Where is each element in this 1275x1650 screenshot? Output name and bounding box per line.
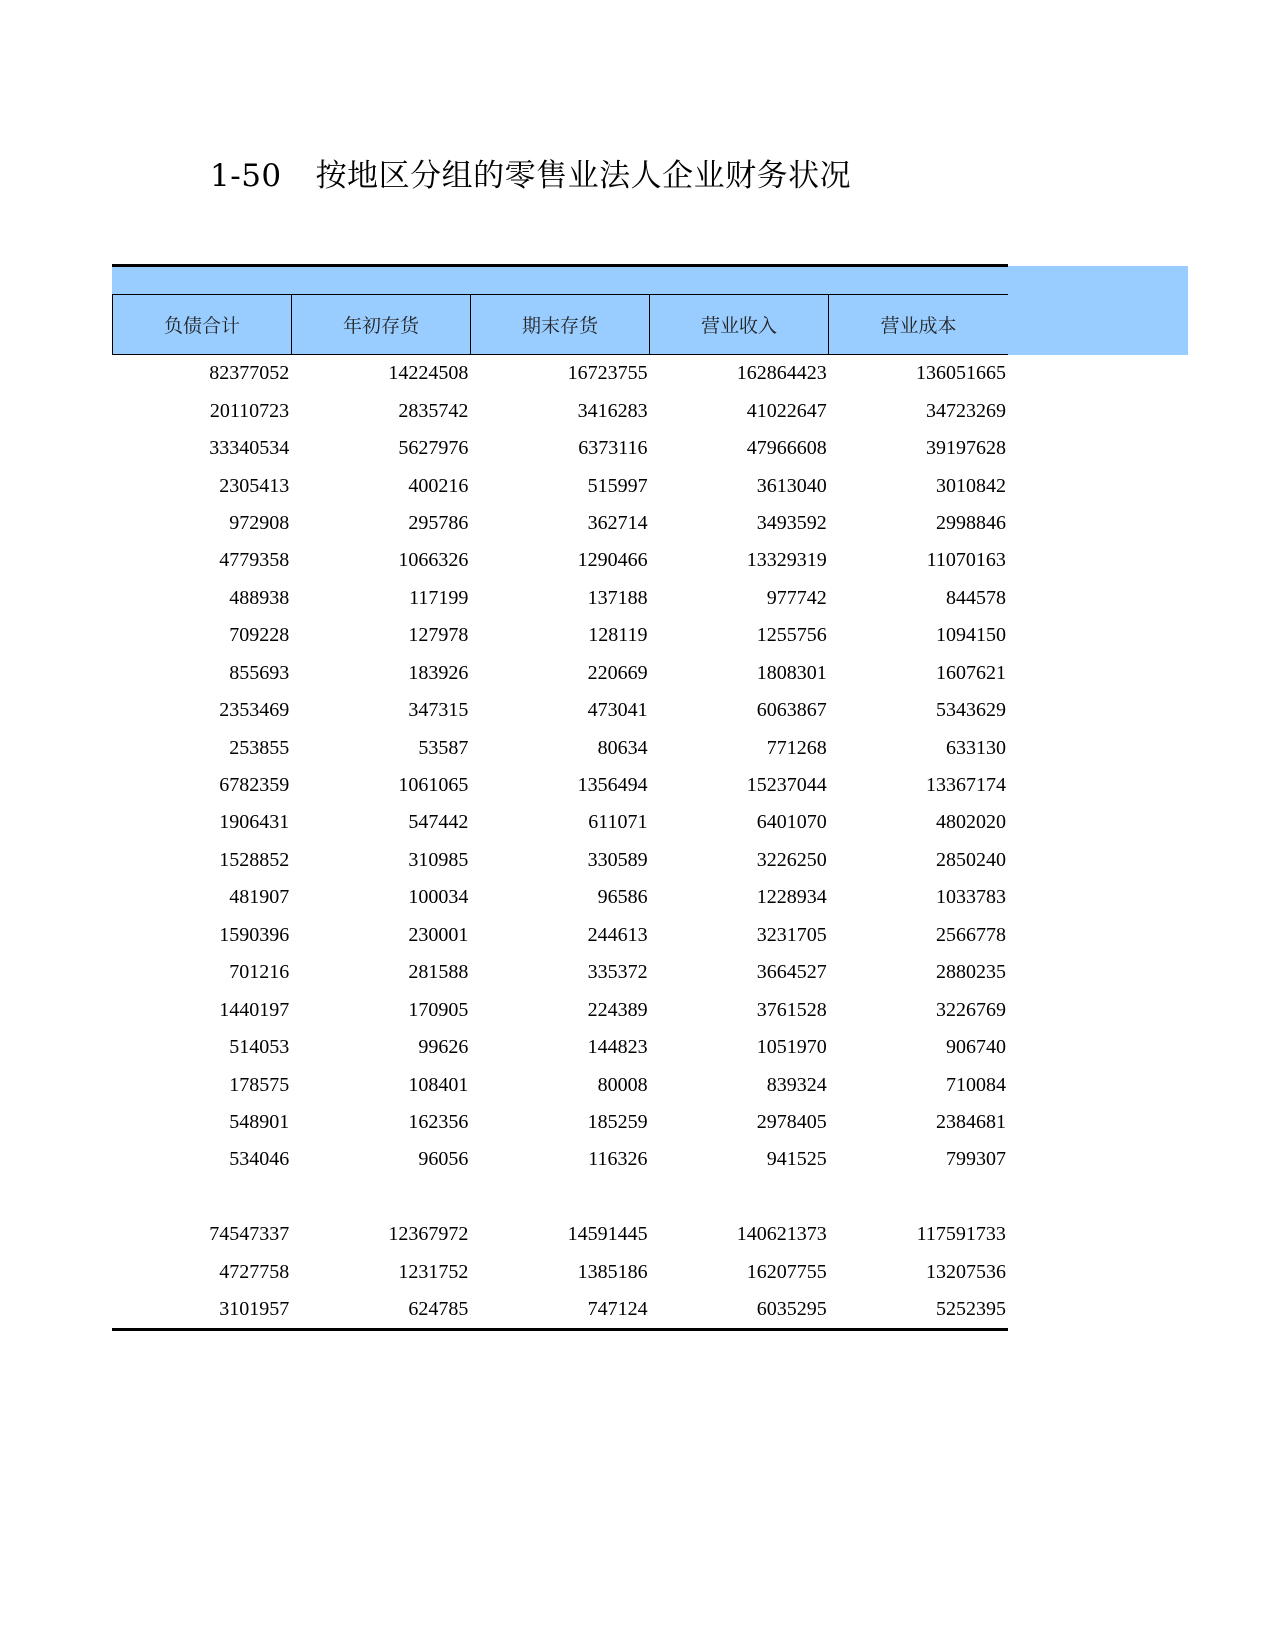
table-row (112, 467, 1008, 504)
table-cell: 3010842 (935, 474, 1006, 497)
table-row (112, 767, 1008, 804)
table-row (112, 917, 1008, 954)
table-cell: 1607621 (935, 661, 1006, 684)
table-cell: 514053 (229, 1036, 290, 1059)
table-cell: 1440197 (219, 998, 290, 1021)
table-cell: 96056 (418, 1148, 469, 1171)
table-row (112, 842, 1008, 879)
table-cell: 515997 (587, 474, 648, 497)
table-row (112, 655, 1008, 692)
table-cell: 2978405 (756, 1110, 827, 1133)
table-cell: 3761528 (756, 998, 827, 1021)
table-cell: 140621373 (736, 1223, 827, 1246)
table-cell: 481907 (229, 886, 290, 909)
table-cell: 534046 (229, 1148, 290, 1171)
table-cell: 137188 (587, 586, 648, 609)
table-cell: 3613040 (756, 474, 827, 497)
table-row (112, 804, 1008, 841)
table-cell: 1061065 (398, 774, 469, 797)
header-total-liabilities: 负债合计 (113, 295, 292, 354)
table-cell: 6401070 (756, 811, 827, 834)
table-cell: 100034 (408, 886, 469, 909)
table-row (112, 1216, 1008, 1253)
table-cell: 611071 (588, 811, 648, 834)
table-cell: 12367972 (388, 1223, 469, 1246)
header-operating-revenue: 营业收入 (650, 295, 829, 354)
table-cell: 400216 (408, 474, 469, 497)
table-cell: 2835742 (398, 399, 469, 422)
table-cell: 855693 (229, 661, 290, 684)
table-cell: 710084 (945, 1073, 1006, 1096)
table-cell: 4727758 (219, 1260, 290, 1283)
table-cell: 2353469 (219, 699, 290, 722)
table-cell: 53587 (418, 736, 469, 759)
table-row (112, 879, 1008, 916)
table-cell: 1033783 (935, 886, 1006, 909)
table-cell: 108401 (408, 1073, 469, 1096)
table-header-row (112, 294, 1008, 355)
table-cell: 144823 (587, 1036, 648, 1059)
table-row (112, 1254, 1008, 1291)
table-row (112, 954, 1008, 991)
table-cell: 3416283 (577, 399, 648, 422)
table-row (112, 1066, 1008, 1103)
table-cell: 14591445 (567, 1223, 648, 1246)
header-closing-inventory: 期末存货 (471, 295, 650, 354)
table-cell: 1590396 (219, 923, 290, 946)
table-cell: 6035295 (756, 1298, 827, 1321)
table-cell: 4802020 (935, 811, 1006, 834)
table-cell: 11070163 (926, 549, 1006, 572)
table-cell: 2850240 (935, 848, 1006, 871)
table-cell: 80634 (597, 736, 648, 759)
table-cell: 3664527 (756, 961, 827, 984)
table-cell: 162864423 (736, 362, 827, 385)
table-cell: 13367174 (925, 774, 1006, 797)
table-cell: 1255756 (756, 624, 827, 647)
table-cell: 1356494 (577, 774, 648, 797)
table-cell: 39197628 (925, 437, 1006, 460)
table-cell: 362714 (587, 511, 648, 534)
table-cell: 3231705 (756, 923, 827, 946)
table-cell: 253855 (229, 736, 290, 759)
table-cell: 224389 (587, 998, 648, 1021)
header-operating-cost: 营业成本 (880, 315, 957, 337)
table-cell: 1385186 (577, 1260, 648, 1283)
table-cell: 16207755 (746, 1260, 827, 1283)
table-row (112, 617, 1008, 654)
table-cell: 295786 (408, 511, 469, 534)
table-cell: 1290466 (577, 549, 648, 572)
table-row (112, 392, 1008, 429)
table-cell: 80008 (597, 1073, 648, 1096)
table-cell: 330589 (587, 848, 648, 871)
table-cell: 82377052 (209, 362, 290, 385)
page-title (210, 150, 851, 195)
bottom-rule (112, 1328, 1008, 1331)
table-cell: 972908 (229, 511, 290, 534)
table-cell: 844578 (945, 586, 1006, 609)
table-cell: 117199 (409, 586, 469, 609)
table-cell: 5343629 (935, 699, 1006, 722)
table-cell: 230001 (408, 923, 469, 946)
table-cell: 170905 (408, 998, 469, 1021)
table-cell: 335372 (587, 961, 648, 984)
table-row (112, 542, 1008, 579)
table-cell: 701216 (229, 961, 290, 984)
table-row (112, 505, 1008, 542)
table-row (112, 729, 1008, 766)
table-row (112, 430, 1008, 467)
table-cell: 16723755 (567, 362, 648, 385)
table-cell: 5627976 (398, 437, 469, 460)
table-cell: 6373116 (578, 437, 648, 460)
table-row (112, 580, 1008, 617)
table-cell: 977742 (766, 586, 827, 609)
table-cell: 1528852 (219, 848, 290, 871)
table-cell: 1094150 (935, 624, 1006, 647)
table-cell: 709228 (229, 624, 290, 647)
table-cell: 99626 (418, 1036, 469, 1059)
table-cell: 281588 (408, 961, 469, 984)
table-cell: 4779358 (219, 549, 290, 572)
table-cell: 3101957 (219, 1298, 290, 1321)
table-cell: 633130 (945, 736, 1006, 759)
header-opening-inventory: 年初存货 (292, 295, 471, 354)
table-cell: 2998846 (935, 511, 1006, 534)
table-row (112, 1141, 1008, 1178)
table-cell: 6782359 (219, 774, 290, 797)
table-cell: 34723269 (925, 399, 1006, 422)
table-cell: 127978 (408, 624, 469, 647)
table-cell: 5252395 (935, 1298, 1006, 1321)
table-cell: 33340534 (209, 437, 290, 460)
table-cell: 547442 (408, 811, 469, 834)
table-title-text: 按地区分组的零售业法人企业财务状况 (315, 158, 852, 194)
table-cell: 41022647 (746, 399, 827, 422)
table-row (112, 1179, 1008, 1216)
table-cell: 941525 (766, 1148, 827, 1171)
table-cell: 2566778 (935, 923, 1006, 946)
table-cell: 183926 (408, 661, 469, 684)
top-rule (112, 264, 1008, 267)
table-cell: 473041 (587, 699, 648, 722)
table-cell: 20110723 (209, 399, 290, 422)
table-cell: 96586 (597, 886, 648, 909)
table-cell: 1231752 (398, 1260, 469, 1283)
table-cell: 2384681 (935, 1110, 1006, 1133)
table-cell: 310985 (408, 848, 469, 871)
table-number: 1-50 (210, 158, 282, 194)
table-cell: 128119 (588, 624, 648, 647)
table-cell: 1066326 (398, 549, 469, 572)
table-cell: 117591733 (916, 1223, 1006, 1246)
table-cell: 624785 (408, 1298, 469, 1321)
table-cell: 906740 (945, 1036, 1006, 1059)
table-cell: 1228934 (756, 886, 827, 909)
table-cell: 1906431 (219, 811, 290, 834)
table-row (112, 355, 1008, 392)
table-cell: 178575 (229, 1073, 290, 1096)
table-cell: 488938 (229, 586, 290, 609)
table-cell: 13329319 (746, 549, 827, 572)
table-cell: 839324 (766, 1073, 827, 1096)
table-cell: 3493592 (756, 511, 827, 534)
table-row (112, 1029, 1008, 1066)
table-cell: 771268 (766, 736, 827, 759)
table-cell: 136051665 (915, 362, 1006, 385)
table-cell: 47966608 (746, 437, 827, 460)
table-row (112, 1104, 1008, 1141)
table-cell: 14224508 (388, 362, 469, 385)
table-cell: 3226769 (935, 998, 1006, 1021)
table-cell: 2305413 (219, 474, 290, 497)
table-cell: 347315 (408, 699, 469, 722)
table-body (112, 355, 1008, 1328)
table-cell: 3226250 (756, 848, 827, 871)
table-cell: 2880235 (935, 961, 1006, 984)
table-cell: 162356 (408, 1110, 469, 1133)
table-cell: 244613 (587, 923, 648, 946)
table-row (112, 692, 1008, 729)
table-cell: 220669 (587, 661, 648, 684)
table-cell: 548901 (229, 1110, 290, 1133)
table-row (112, 991, 1008, 1028)
table-cell: 13207536 (925, 1260, 1006, 1283)
table-cell: 15237044 (746, 774, 827, 797)
table-row (112, 1291, 1008, 1328)
table-cell: 1051970 (756, 1036, 827, 1059)
table-cell: 116326 (588, 1148, 648, 1171)
table-cell: 799307 (945, 1148, 1006, 1171)
table-cell: 1808301 (756, 661, 827, 684)
table-cell: 6063867 (756, 699, 827, 722)
table-cell: 74547337 (209, 1223, 290, 1246)
table-cell: 747124 (587, 1298, 648, 1321)
table-cell: 185259 (587, 1110, 648, 1133)
